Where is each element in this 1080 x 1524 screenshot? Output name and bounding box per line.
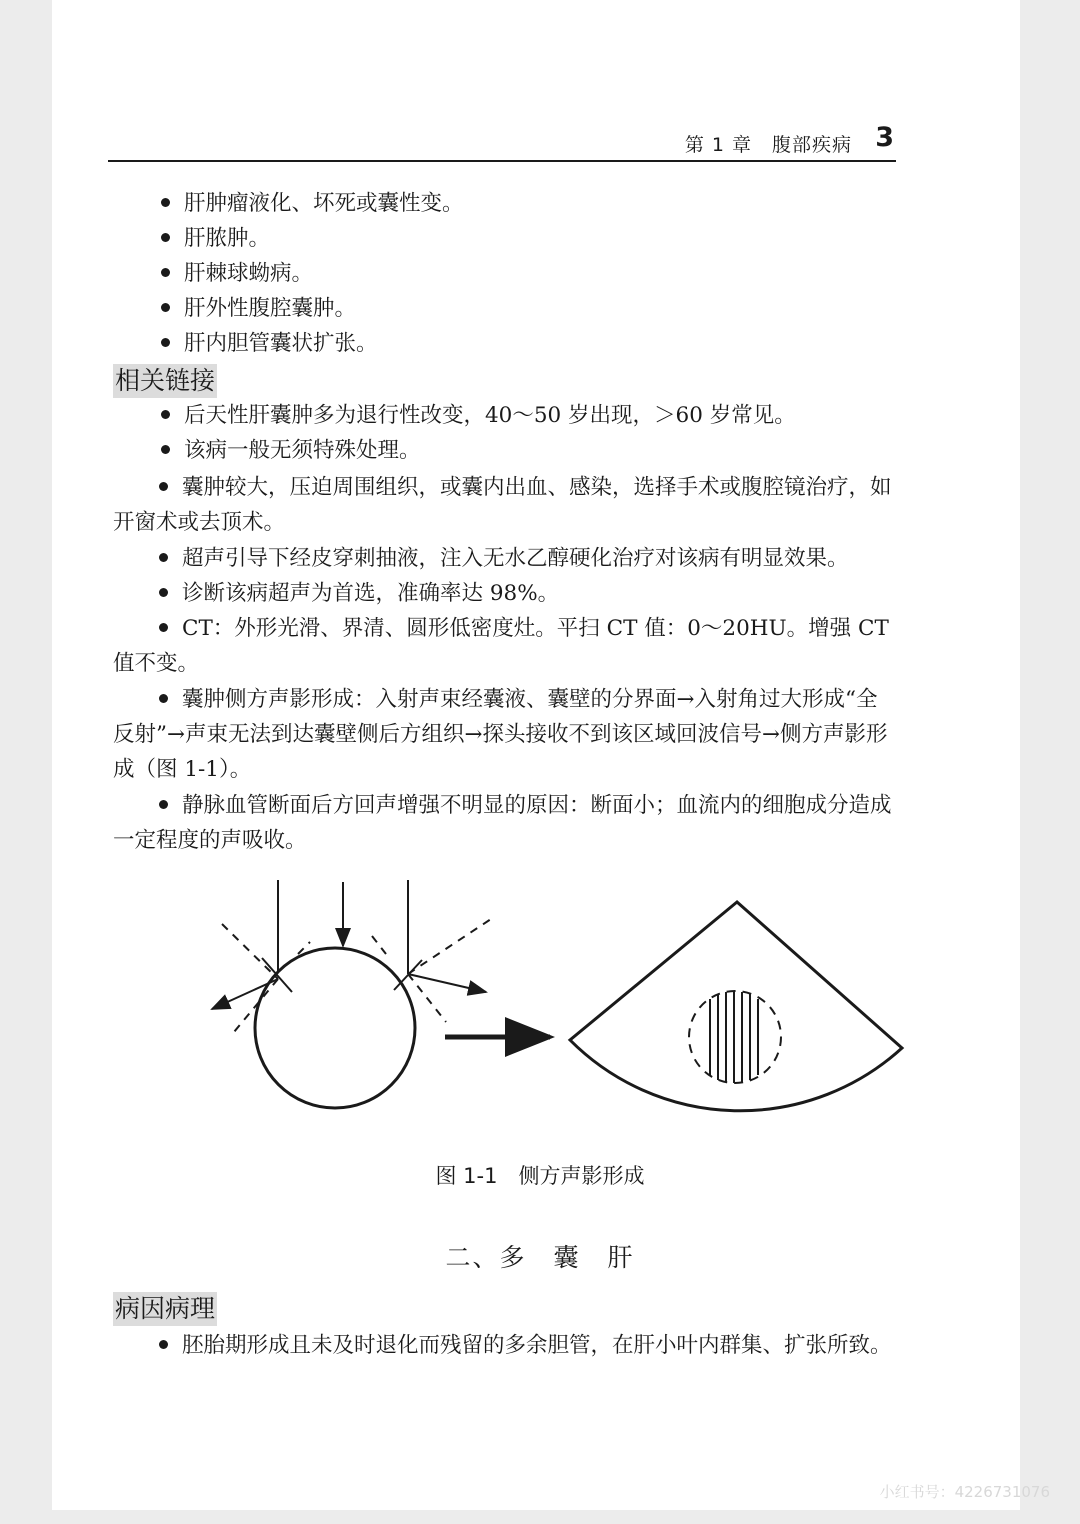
bullet-icon bbox=[159, 588, 168, 597]
section-title-etiology: 病因病理 bbox=[113, 1292, 217, 1326]
bullet-icon bbox=[161, 198, 170, 207]
paragraph: 囊肿侧方声影形成：入射声束经囊液、囊壁的分界面→入射角过大形成“全反射”→声束无法到达囊壁侧后方组织→探头接收不到该区域回波信号→侧方声影形成（图 1-1）。 bbox=[113, 687, 888, 782]
list-item: 该病一般无须特殊处理。 bbox=[161, 435, 421, 467]
bullet-icon bbox=[159, 800, 168, 809]
bullet-icon bbox=[159, 1340, 168, 1349]
dashed-tick-right bbox=[372, 936, 386, 954]
bullet-icon bbox=[159, 482, 168, 491]
list-item: 肝脓肿。 bbox=[161, 223, 270, 255]
list-item: 后天性肝囊肿多为退行性改变，40～50 岁出现，＞60 岁常见。 bbox=[161, 400, 796, 432]
figure-diagram bbox=[150, 872, 910, 1122]
bullet-icon bbox=[159, 553, 168, 562]
list-item: 肝棘球蚴病。 bbox=[161, 258, 313, 290]
bullet-icon bbox=[161, 410, 170, 419]
paragraph: 囊肿较大，压迫周围组织，或囊内出血、感染，选择手术或腹腔镜治疗，如开窗术或去顶术。 bbox=[113, 475, 892, 535]
list-item: 肝肿瘤液化、坏死或囊性变。 bbox=[161, 188, 464, 220]
bullet-icon bbox=[159, 623, 168, 632]
watermark: 小红书号：4226731076 bbox=[879, 1483, 1050, 1501]
chapter-title: 第 1 章 腹部疾病 bbox=[684, 134, 852, 156]
shadow-hatching bbox=[710, 991, 758, 1083]
bullet-icon bbox=[161, 338, 170, 347]
bullet-icon bbox=[159, 694, 168, 703]
list-item: 肝外性腹腔囊肿。 bbox=[161, 293, 356, 325]
reflected-ray-left bbox=[212, 979, 278, 1009]
paragraph: 静脉血管断面后方回声增强不明显的原因：断面小；血流内的细胞成分造成一定程度的声吸收。 bbox=[113, 793, 892, 853]
paragraph: 超声引导下经皮穿刺抽液，注入无水乙醇硬化治疗对该病有明显效果。 bbox=[113, 541, 895, 576]
ultrasound-sector bbox=[570, 902, 902, 1111]
section-title-related: 相关链接 bbox=[113, 364, 217, 398]
paragraph: CT：外形光滑、界清、圆形低密度灶。平扫 CT 值：0～20HU。增强 CT 值不变。 bbox=[113, 616, 889, 676]
bullet-icon bbox=[161, 303, 170, 312]
paragraph: 诊断该病超声为首选，准确率达 98%。 bbox=[113, 576, 895, 611]
figure-caption: 图 1-1 侧方声影形成 bbox=[435, 1164, 645, 1188]
page-number: 3 bbox=[875, 122, 894, 153]
dashed-normal-left bbox=[222, 924, 278, 979]
bullet-icon bbox=[161, 268, 170, 277]
paragraph: 胚胎期形成且未及时退化而残留的多余胆管，在肝小叶内群集、扩张所致。 bbox=[113, 1328, 895, 1363]
list-item: 肝内胆管囊状扩张。 bbox=[161, 328, 378, 360]
dashed-normal-right bbox=[408, 917, 494, 974]
page-header bbox=[108, 118, 896, 162]
bullet-icon bbox=[161, 233, 170, 242]
section-heading: 二、多 囊 肝 bbox=[445, 1243, 635, 1272]
bullet-icon bbox=[161, 445, 170, 454]
